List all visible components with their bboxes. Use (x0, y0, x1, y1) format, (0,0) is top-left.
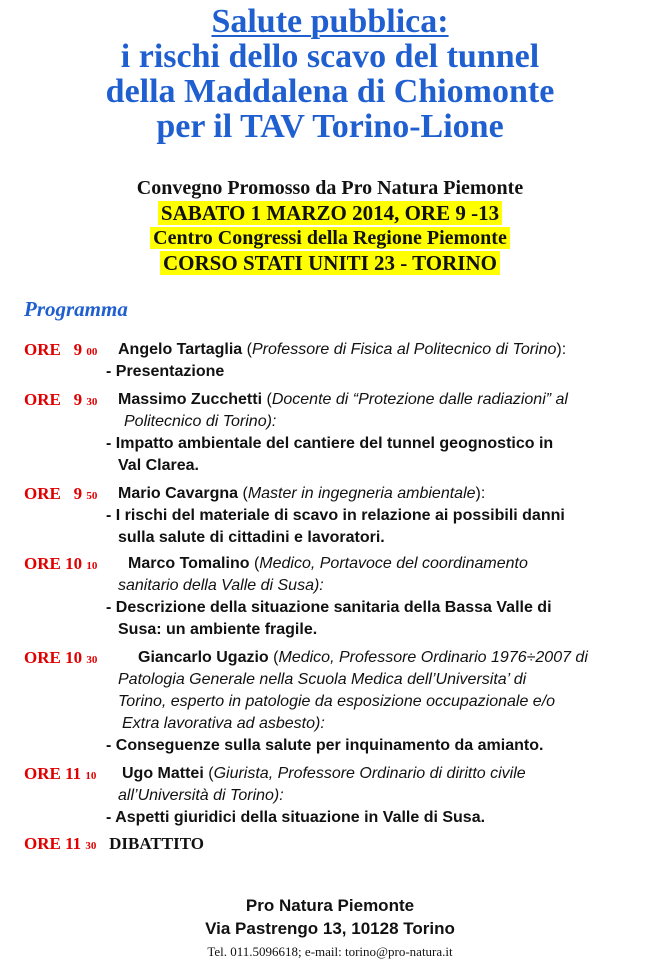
speaker-affiliation: Giurista, Professore Ordinario di diritto civile (213, 765, 526, 782)
speaker-line: Ugo Mattei (Giurista, Professore Ordinario di diritto civile (122, 765, 526, 782)
time-label: ORE 9 30 (24, 390, 98, 409)
talk-title: - Descrizione della situazione sanitaria della Bassa Valle di (106, 599, 552, 616)
speaker-name: Mario Cavargna (118, 485, 239, 502)
footer-contacts: Tel. 011.5096618; e-mail: torino@pro-natura.it (207, 944, 453, 959)
talk-title: - Impatto ambientale del cantiere del tunnel geognostico in (106, 435, 554, 452)
program-entry (24, 647, 644, 757)
address: CORSO STATI UNITI 23 - TORINO (160, 251, 500, 275)
program-heading: Programma (24, 297, 128, 321)
time-label: ORE 10 30 (24, 648, 98, 667)
program-entry (24, 389, 644, 477)
speaker-affiliation: Medico, Professore Ordinario 1976÷2007 di (278, 649, 588, 666)
program-entry (24, 339, 644, 383)
speaker-name: Massimo Zucchetti (118, 391, 263, 408)
affiliation-continued: Patologia Generale nella Scuola Medica dell’Universita’ di (118, 671, 527, 688)
affiliation-continued: sanitario della Valle di Susa): (118, 577, 324, 594)
affiliation-continued: Politecnico di Torino): (124, 413, 277, 430)
speaker-name: Ugo Mattei (122, 765, 204, 782)
date-time: SABATO 1 MARZO 2014, ORE 9 -13 (158, 201, 502, 225)
speaker-line: Angelo Tartaglia (Professore di Fisica al Politecnico di Torino): (118, 341, 567, 358)
speaker-name: Marco Tomalino (128, 555, 250, 572)
speaker-line: Marco Tomalino (Medico, Portavoce del coordinamento (128, 555, 528, 572)
venue: Centro Congressi della Regione Piemonte (150, 227, 510, 249)
time-label: ORE 11 30 DIBATTITO (24, 834, 204, 853)
title-line-4: per il TAV Torino-Lione (156, 108, 504, 145)
affiliation-continued: Extra lavorativa ad asbesto): (122, 715, 325, 732)
footer (0, 894, 660, 963)
title-line-3: della Maddalena di Chiomonte (105, 73, 555, 110)
speaker-affiliation: Medico, Portavoce del coordinamento (259, 555, 528, 572)
debate-label: DIBATTITO (109, 834, 204, 853)
title-line-2: i rischi dello scavo del tunnel (120, 38, 540, 75)
program-entry-debate (24, 833, 644, 855)
affiliation-continued: all’Università di Torino): (118, 787, 284, 804)
footer-org: Pro Natura Piemonte (245, 896, 415, 915)
footer-address: Via Pastrengo 13, 10128 Torino (205, 919, 455, 938)
talk-title-continued: Val Clarea. (118, 457, 199, 474)
talk-title-continued: sulla salute di cittadini e lavoratori. (118, 529, 385, 546)
speaker-affiliation: Docente di “Protezione dalle radiazioni” al (271, 391, 568, 408)
title-line-1: Salute pubblica: (211, 3, 449, 40)
speaker-line: Massimo Zucchetti (Docente di “Protezione dalle radiazioni” al (118, 391, 568, 408)
program-entry (24, 763, 644, 829)
program-entry (24, 553, 644, 641)
speaker-line: Giancarlo Ugazio (Medico, Professore Ordinario 1976÷2007 di (138, 649, 588, 666)
talk-title: - Presentazione (106, 363, 225, 380)
promoter-line: Convegno Promosso da Pro Natura Piemonte (136, 177, 524, 199)
event-title (0, 4, 660, 144)
talk-title: - Aspetti giuridici della situazione in Valle di Susa. (106, 809, 486, 826)
speaker-affiliation: Professore di Fisica al Politecnico di Torino (251, 341, 557, 358)
time-label: ORE 9 50 (24, 484, 98, 503)
talk-title: - I rischi del materiale di scavo in relazione ai possibili danni (106, 507, 565, 524)
event-details (0, 176, 660, 276)
time-label: ORE 11 10 (24, 764, 97, 783)
speaker-name: Giancarlo Ugazio (138, 649, 269, 666)
speaker-affiliation: Master in ingegneria ambientale (247, 485, 476, 502)
time-label: ORE 10 10 (24, 554, 98, 573)
time-label: ORE 9 00 (24, 340, 98, 359)
talk-title-continued: Susa: un ambiente fragile. (118, 621, 318, 638)
affiliation-continued: Torino, esperto in patologie da esposizione occupazionale e/o (118, 693, 556, 710)
program-entry (24, 483, 644, 549)
talk-title: - Conseguenze sulla salute per inquinamento da amianto. (106, 737, 544, 754)
speaker-line: Mario Cavargna (Master in ingegneria ambientale): (118, 485, 486, 502)
speaker-name: Angelo Tartaglia (118, 341, 243, 358)
